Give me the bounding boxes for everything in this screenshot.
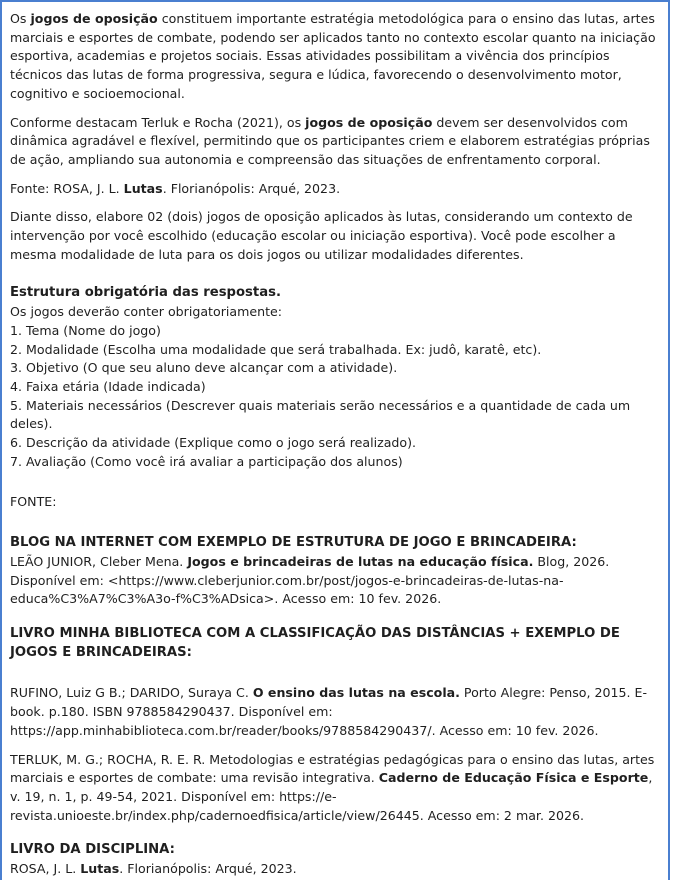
course-book-reference: ROSA, J. L. Lutas. Florianópolis: Arqué, 2023. [10,861,297,877]
fonte-label: FONTE: [10,494,57,510]
library-heading: LIVRO MINHA BIBLIOTECA COM A CLASSIFICAÇÃO DAS DISTÂNCIAS + EXEMPLO DE JOGOS E BRINCADEIRAS: [10,625,620,660]
library-reference-terluk: TERLUK, M. G.; ROCHA, R. E. R. Metodologias e estratégias pedagógicas para o ensino das lutas, artes marciais e esportes de combate: uma revisão integrativa. Caderno de Educação Física e Esporte, v. 19, n. 1, p. 49-54, 2021. Disponível em: https://e-revista.unioeste.br/index.php/cadernoedfisica/article/view/26445. Acesso em: 2 mar. 2026. [10,751,655,823]
blog-heading: BLOG NA INTERNET COM EXEMPLO DE ESTRUTURA DE JOGO E BRINCADEIRA: [10,535,577,551]
intro-paragraph-2: Conforme destacam Terluk e Rocha (2021), os jogos de oposição devem ser desenvolvidos com dinâmica agradável e flexível, permitindo que os participantes criem e elaborem estratégias próprias de ação, ampliando sua autonomia e compreensão das situações de enfrentamento corporal. [10,114,650,167]
emphasis-jogos-de-oposicao: jogos de oposição [305,114,433,130]
task-instructions: Diante disso, elabore 02 (dois) jogos de oposição aplicados às lutas, considerando um contexto de intervenção por você escolhido (educação escolar ou iniciação esportiva). Você pode escolher a mesma modalidade de luta para os dois jogos ou utilizar modalidades diferentes. [10,209,633,262]
structure-item: 7. Avaliação (Como você irá avaliar a participação dos alunos) [10,453,403,469]
structure-item: 3. Objetivo (O que seu aluno deve alcançar com a atividade). [10,360,398,376]
course-book-heading: LIVRO DA DISCIPLINA: [10,842,175,858]
intro-paragraph-1: Os jogos de oposição constituem importante estratégia metodológica para o ensino das lutas, artes marciais e esportes de combate, podendo ser aplicados tanto no contexto escolar quanto na iniciação esportiva, academias e projetos sociais. Essas atividades possibilitam a vivência dos princípios técnicos das lutas de forma progressiva, segura e lúdica, favorecendo o desenvolvimento motor, cognitivo e socioemocional. [10,11,656,101]
structure-title: Estrutura obrigatória das respostas. [10,285,281,301]
structure-lead: Os jogos deverão conter obrigatoriamente: [10,304,283,320]
structure-item: 6. Descrição da atividade (Explique como o jogo será realizado). [10,435,417,451]
structure-item: 5. Materiais necessários (Descrever quais materiais serão necessários e a quantidade de cada um deles). [10,397,631,432]
structure-item: 2. Modalidade (Escolha uma modalidade que será trabalhada. Ex: judô, karatê, etc). [10,341,542,357]
library-reference-rufino: RUFINO, Luiz G B.; DARIDO, Suraya C. O ensino das lutas na escola. Porto Alegre: Penso, 2015. E-book. p.180. ISBN 9788584290437. Disponível em: https://app.minhabiblioteca.com.br/reader/books/9788584290437/. Acesso em: 10 fev. 2026. [10,685,648,738]
structure-item: 1. Tema (Nome do jogo) [10,322,161,338]
intro-source: Fonte: ROSA, J. L. Lutas. Florianópolis: Arqué, 2023. [10,180,341,196]
blog-reference: LEÃO JUNIOR, Cleber Mena. Jogos e brincadeiras de lutas na educação física. Blog, 2026. Disponível em: <https://www.cleberjunior.com.br/post/jogos-e-brincadeiras-de-lutas-na-educa%C3%A7%C3%A3o-f%C3%ADsica>. Acesso em: 10 fev. 2026. [10,553,610,607]
emphasis-jogos-de-oposicao: jogos de oposição [30,11,158,26]
document-content [10,10,660,879]
structure-item: 4. Faixa etária (Idade indicada) [10,378,206,394]
